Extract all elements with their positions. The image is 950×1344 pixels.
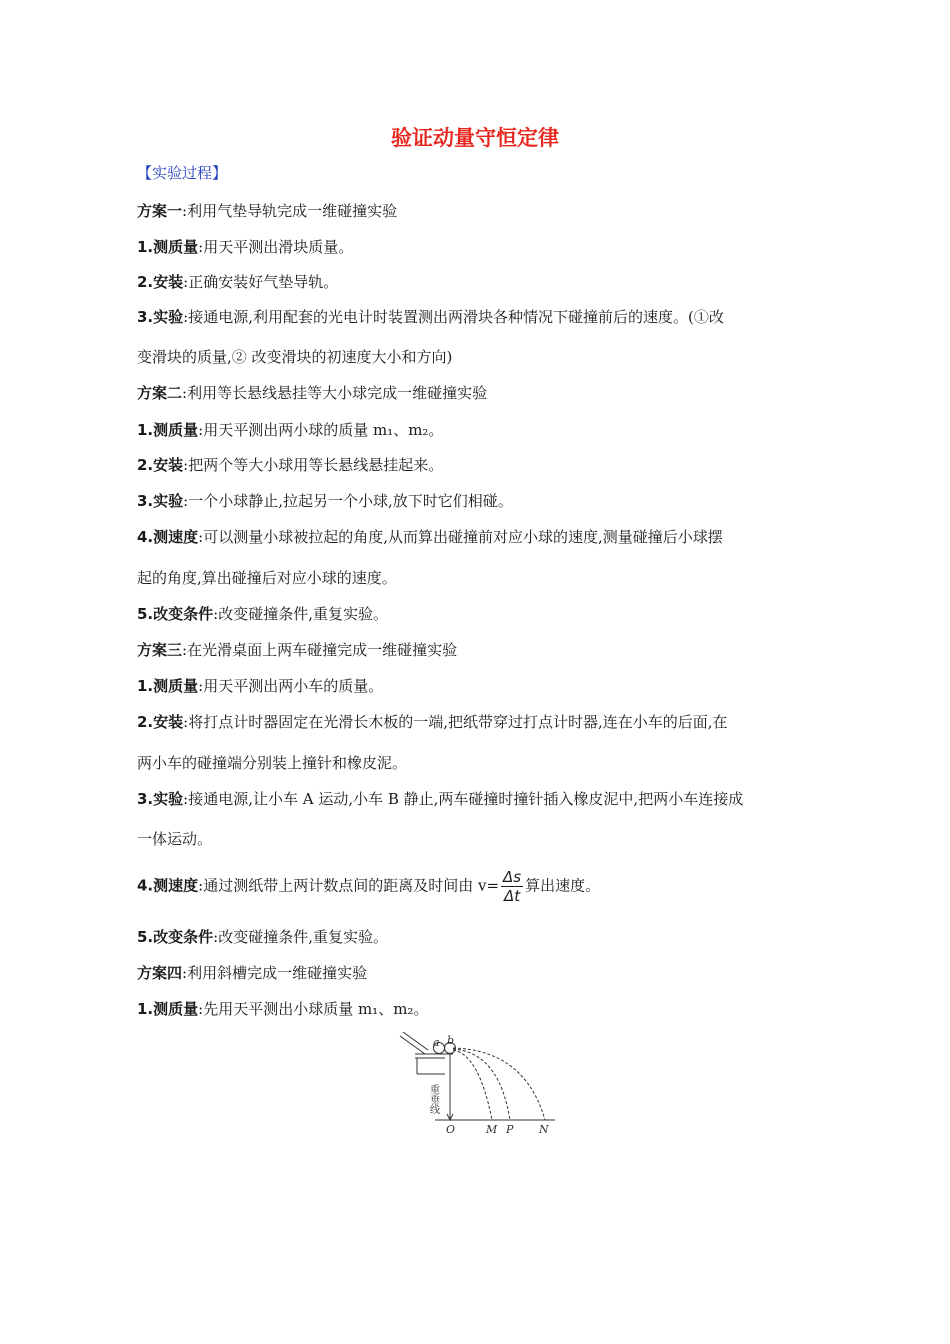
text-line (137, 347, 817, 367)
line-text: :改变碰撞条件,重复实验。 (213, 928, 388, 946)
text-line (137, 712, 817, 732)
label-b: b (447, 1034, 455, 1047)
text-line (137, 829, 817, 849)
line-heading: 2.安装 (137, 713, 184, 731)
text-line (137, 927, 817, 947)
line-text: :接通电源,让小车 A 运动,小车 B 静止,两车碰撞时撞针插入橡皮泥中,把两小车连接成 (183, 790, 744, 808)
line-text: 起的角度,算出碰撞后对应小球的速度。 (137, 569, 397, 587)
page-title: 验证动量守恒定律 (391, 126, 559, 150)
chute-track (400, 1032, 428, 1054)
line-heading: 方案二 (137, 384, 183, 402)
line-heading: 2.安装 (137, 273, 184, 291)
line-text: :利用等长悬线悬挂等大小球完成一维碰撞实验 (182, 384, 488, 402)
line-text: :利用斜槽完成一维碰撞实验 (182, 964, 368, 982)
line-text: :将打点计时器固定在光滑长木板的一端,把纸带穿过打点计时器,连在小车的后面,在 (183, 713, 728, 731)
line-text: 变滑块的质量,② 改变滑块的初速度大小和方向) (137, 348, 453, 366)
text-line (137, 237, 817, 257)
line-heading: 方案三 (137, 641, 183, 659)
line-heading: 2.安装 (137, 456, 184, 474)
text-line (137, 455, 817, 475)
text-line (137, 201, 817, 221)
line-text: :把两个等大小球用等长悬线悬挂起来。 (183, 456, 444, 474)
track-support (417, 1058, 445, 1074)
section-tag: 【实验过程】 (137, 164, 228, 182)
text-line (137, 999, 817, 1019)
label-p: P (506, 1123, 514, 1136)
line-heading: 5.改变条件 (137, 605, 214, 623)
line-text: :先用天平测出小球质量 m₁、m₂。 (198, 1000, 429, 1018)
text-line (137, 868, 817, 905)
line-text: :正确安装好气垫导轨。 (183, 273, 339, 291)
line-text: :利用气垫导轨完成一维碰撞实验 (182, 202, 398, 220)
line-heading: 1.测质量 (137, 421, 199, 439)
text-line (137, 272, 817, 292)
line-heading: 1.测质量 (137, 238, 199, 256)
line-text: :接通电源,利用配套的光电计时装置测出两滑块各种情况下碰撞前后的速度。(①改 (183, 308, 724, 326)
label-m: M (486, 1123, 498, 1136)
line-text: 一体运动。 (137, 830, 213, 848)
line-text: :一个小球静止,拉起另一个小球,放下时它们相碰。 (183, 492, 513, 510)
velocity-fraction (501, 868, 523, 905)
line-heading: 5.改变条件 (137, 928, 214, 946)
line-heading: 1.测质量 (137, 1000, 199, 1018)
text-line (137, 307, 817, 327)
collision-diagram (395, 1032, 565, 1138)
text-line (137, 789, 817, 809)
line-text: :可以测量小球被拉起的角度,从而算出碰撞前对应小球的速度,测量碰撞后小球摆 (198, 528, 723, 546)
fraction-denominator: Δt (503, 887, 521, 905)
trajectory-n (453, 1048, 545, 1120)
text-line (137, 527, 817, 547)
text-line (137, 383, 817, 403)
line-text: :改变碰撞条件,重复实验。 (213, 605, 388, 623)
label-plumb: 重垂线 (427, 1084, 439, 1114)
text-line (137, 753, 817, 773)
line-heading: 方案一 (137, 202, 183, 220)
text-line (137, 491, 817, 511)
line-heading: 1.测质量 (137, 677, 199, 695)
line-heading: 方案四 (137, 964, 183, 982)
text-line (137, 963, 817, 983)
label-n: N (539, 1123, 549, 1136)
line-heading: 3.实验 (137, 790, 184, 808)
fraction-numerator: Δs (503, 868, 522, 886)
line-text-after: 算出速度。 (525, 876, 601, 895)
label-o: O (446, 1123, 456, 1136)
line-heading: 4.测速度 (137, 876, 199, 895)
line-text: 两小车的碰撞端分别装上撞针和橡皮泥。 (137, 754, 408, 772)
label-a: a (433, 1036, 440, 1049)
line-heading: 4.测速度 (137, 528, 199, 546)
line-text: :用天平测出两小球的质量 m₁、m₂。 (198, 421, 444, 439)
text-line (137, 604, 817, 624)
line-text: :通过测纸带上两计数点间的距离及时间由 v= (198, 876, 500, 895)
line-heading: 3.实验 (137, 492, 184, 510)
line-text: :在光滑桌面上两车碰撞完成一维碰撞实验 (182, 641, 458, 659)
text-line (137, 676, 817, 696)
trajectory-m (453, 1050, 492, 1120)
text-line (137, 420, 817, 440)
line-heading: 3.实验 (137, 308, 184, 326)
line-text: :用天平测出滑块质量。 (198, 238, 354, 256)
track-end (415, 1054, 453, 1058)
text-line (137, 640, 817, 660)
text-line (137, 568, 817, 588)
line-text: :用天平测出两小车的质量。 (198, 677, 384, 695)
